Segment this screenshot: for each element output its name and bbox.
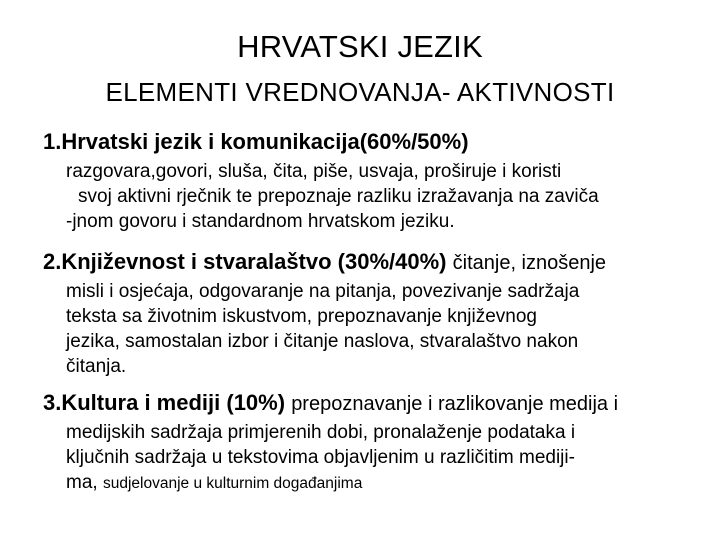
section-2-heading-tail: čitanje, iznošenje — [452, 252, 607, 274]
section-1-line-1: razgovara,govori, sluša, čita, piše, usvaja, proširuje i koristi — [66, 161, 562, 182]
section-3-line-1: medijskih sadržaja primjerenih dobi, pronalaženje podataka i — [66, 422, 576, 443]
section-2-line-2: teksta sa životnim iskustvom, prepoznavanje književnog — [66, 306, 538, 327]
section-1-heading — [43, 128, 469, 156]
page-subtitle: ELEMENTI VREDNOVANJA- AKTIVNOSTI — [105, 77, 615, 107]
section-1-heading-text: 1.Hrvatski jezik i komunikacija(60%/50%) — [43, 129, 469, 154]
section-1-line-2: svoj aktivni rječnik te prepoznaje razliku izražavanja na zaviča — [78, 186, 599, 207]
page-title: HRVATSKI JEZIK — [237, 29, 483, 64]
section-3-heading — [43, 389, 618, 417]
section-2-heading — [43, 248, 606, 276]
section-3-line-2: ključnih sadržaja u tekstovima objavljenim u različitim mediji- — [66, 447, 575, 468]
section-3-line-3 — [66, 471, 362, 496]
section-1-line-3: -jnom govoru i standardnom hrvatskom jeziku. — [66, 211, 455, 232]
section-2-line-3: jezika, samostalan izbor i čitanje naslova, stvaralaštvo nakon — [66, 331, 579, 352]
section-3-line-3-main: ma, — [66, 472, 98, 493]
section-2-line-4: čitanja. — [66, 356, 127, 377]
section-2-heading-text: 2.Književnost i stvaralaštvo (30%/40%) — [43, 249, 447, 274]
section-2-line-1: misli i osjećaja, odgovaranje na pitanja, povezivanje sadržaja — [66, 281, 580, 302]
section-3-heading-tail: prepoznavanje i razlikovanje medija i — [291, 393, 619, 415]
section-3-heading-text: 3.Kultura i mediji (10%) — [43, 390, 286, 415]
section-3-line-3-small: sudjelovanje u kulturnim događanjima — [102, 475, 363, 492]
